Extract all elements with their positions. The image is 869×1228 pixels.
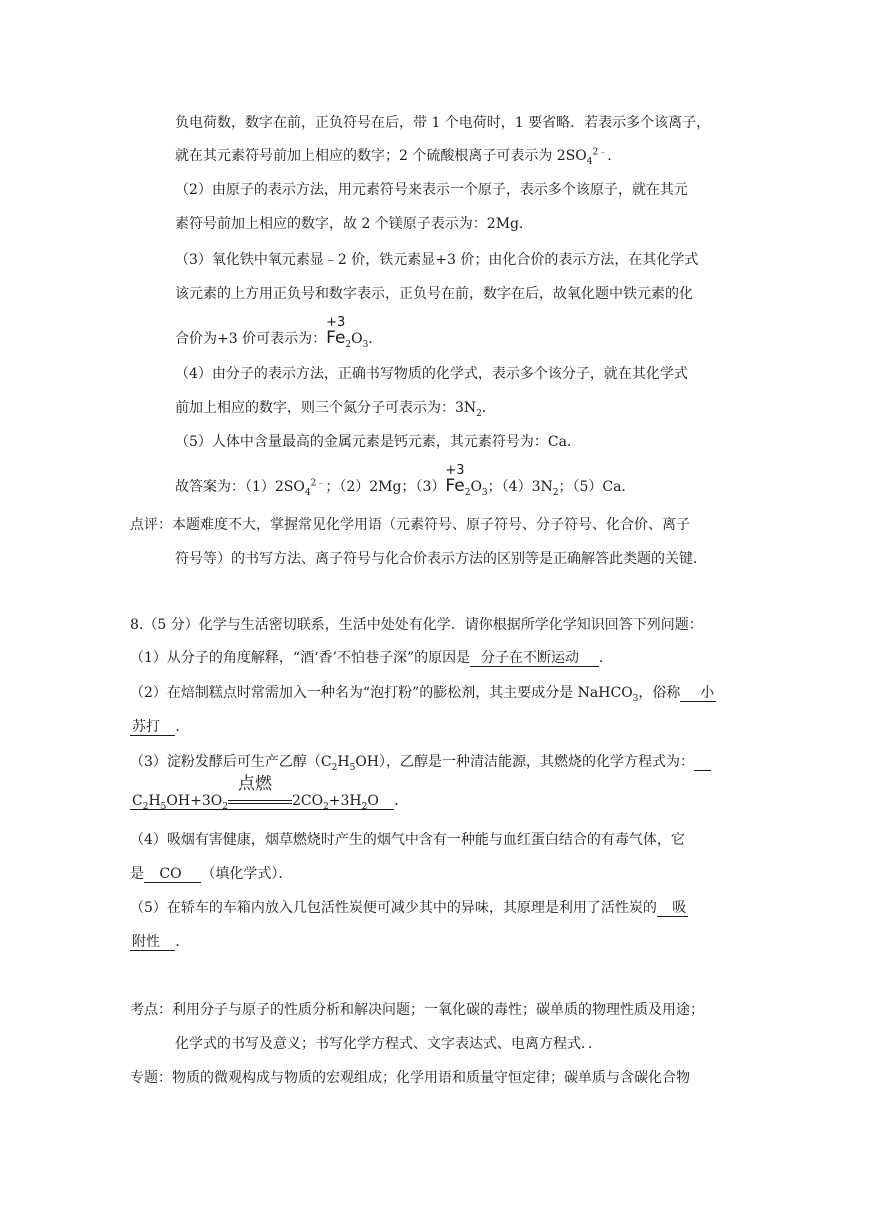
answer-blank: 吸 [657, 900, 688, 917]
question-part-5: （5）在轿车的车箱内放入几包活性炭便可减少其中的异味，其原理是利用了活性炭的 吸 [130, 900, 687, 916]
question-part-2: （2）在焙制糕点时常需加入一种名为“泡打粉”的膨松剂，其主要成分是 NaHCO$_3$，俗称 小 [130, 685, 715, 704]
kaodian-line: 考点：利用分子与原子的性质分析和解决问题；一氧化碳的毒性；碳单质的物理性质及用途； [130, 1002, 704, 1018]
text-line: 该元素的上方用正负号和数字表示，正负号在前，数字在后，故氧化题中铁元素的化 [175, 286, 693, 302]
zhuanti-line: 专题：物质的微观构成与物质的宏观组成；化学用语和质量守恒定律；碳单质与含碳化合物 [130, 1070, 690, 1086]
answer-blank: 苏打 [130, 719, 175, 736]
question-part-3: （3）淀粉发酵后可生产乙醇$(C_2H_5OH)$，乙醇是一种清洁能源，其燃烧的化学方程式为： [130, 752, 711, 772]
answer-blank: 分子在不断运动 [470, 650, 599, 667]
question-part-1: （1）从分子的角度解释，“酒‘香’不怕巷子深”的原因是 分子在不断运动 ． [130, 650, 613, 666]
answer-blank: 小 [680, 685, 716, 702]
question-part-2: 苏打 ． [132, 719, 190, 735]
text-line: （3）氧化铁中氧元素显﹣2 价，铁元素显+3 价；由化合价的表示方法，在其化学式 [175, 252, 699, 268]
kaodian-line: 化学式的书写及意义；书写化学方程式、文字表达式、电离方程式．． [175, 1036, 602, 1052]
text-line: 负电荷数，数字在前，正负符号在后，带 1 个电荷时，1 要省略．若表示多个该离子， [175, 115, 711, 131]
question-stem: 8.（5 分）化学与生活密切联系，生活中处处有化学．请你根据所学化学知识回答下列问题： [130, 617, 703, 633]
question-part-4: 是 CO （填化学式）． [130, 866, 293, 882]
text-line: 合价为+3 价可表示为： +3 $Fe_2O_3$． [175, 315, 383, 350]
text-line: 前加上相应的数字，则三个氮分子可表示为：$3N_2$． [175, 400, 496, 419]
answer-blank: $C_2H_5OH+3O_2$ 点燃 $2CO_2+3H_2O$ [130, 793, 394, 810]
answer-summary: 故答案为：$(1)2SO_4^{2﹣}$；（2）2Mg；（3） +3 $Fe_2O_3$；$(4)3N_2$；（5）Ca． [175, 463, 636, 498]
reaction-condition: 点燃 [228, 792, 292, 812]
equation-line: $C_2H_5OH+3O_2$ 点燃 $2CO_2+3H_2O$ ． [132, 774, 409, 812]
text-line: （2）由原子的表示方法，用元素符号来表示一个原子，表示多个该原子，就在其元 [175, 182, 688, 198]
text-line: 素符号前加上相应的数字，故 2 个镁原子表示为：2Mg． [175, 216, 534, 232]
answer-blank: 附性 [130, 934, 175, 951]
valence-fe2o3: +3 Fe [445, 463, 465, 496]
text-line: 就在其元素符号前加上相应的数字；2 个硫酸根离子可表示为 $2SO_4^{2﹣}$. [175, 147, 612, 167]
question-part-5: 附性 ． [132, 934, 190, 950]
answer-blank: CO [144, 866, 201, 883]
text-line: （5）人体中含量最高的金属元素是钙元素，其元素符号为：Ca． [175, 434, 581, 450]
review-line: 点评：本题难度不大，掌握常见化学用语（元素符号、原子符号、分子符号、化合价、离子 [130, 517, 690, 533]
question-part-4: （4）吸烟有害健康，烟草燃烧时产生的烟气中含有一种能与血红蛋白结合的有毒气体，它 [130, 832, 685, 848]
valence-fe2o3: +3 Fe [326, 315, 346, 348]
text-line: （4）由分子的表示方法，正确书写物质的化学式，表示多个该分子，就在其化学式 [175, 366, 688, 382]
answer-blank [694, 754, 711, 771]
review-line: 符号等）的书写方法、离子符号与化合价表示方法的区别等是正确解答此类题的关键． [175, 551, 707, 567]
